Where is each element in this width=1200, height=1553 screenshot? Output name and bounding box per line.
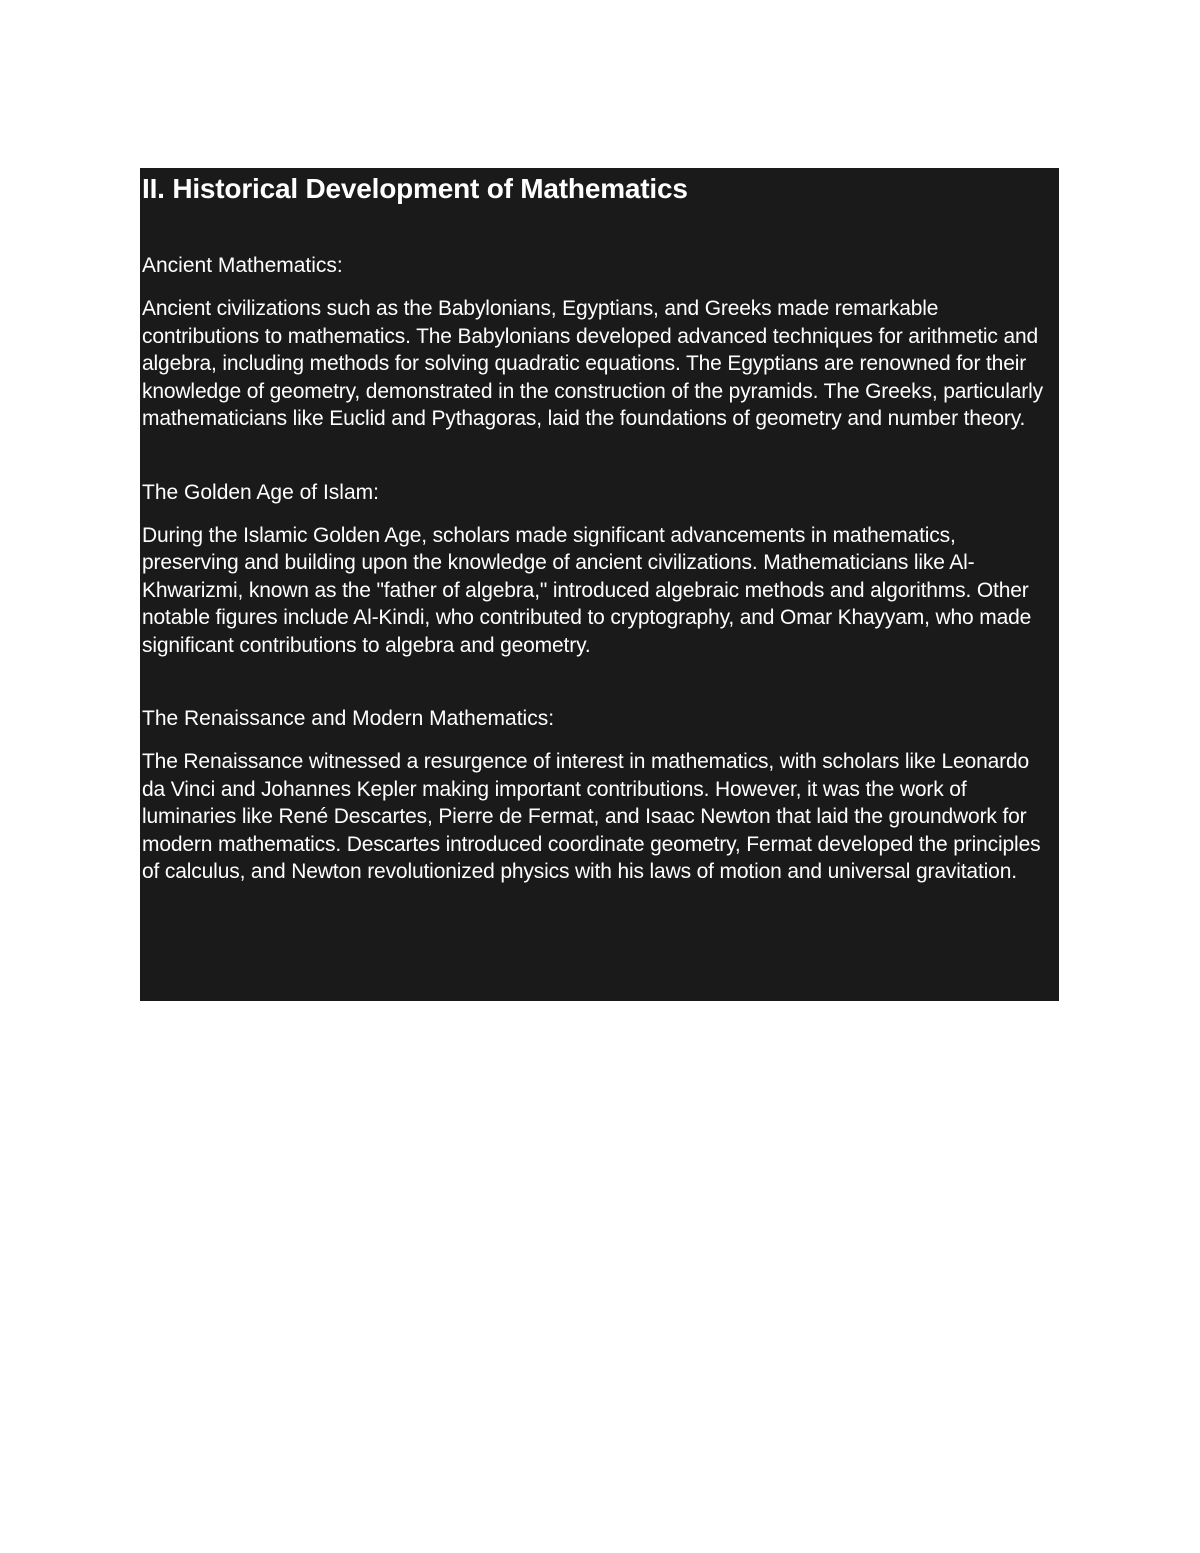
- section-golden-age-of-islam: [142, 479, 1051, 660]
- section-body: During the Islamic Golden Age, scholars made significant advancements in mathematics, preserving and building upon the knowledge of ancient civilizations. Mathematicians like Al-Khwarizmi, known as the "father of algebra," introduced algebraic methods and algorithms. Other notable figures include Al-Kindi, who contributed to cryptography, and Omar Khayyam, who made significant contributions to algebra and geometry.: [142, 523, 1032, 657]
- section-heading: The Renaissance and Modern Mathematics:: [142, 707, 555, 730]
- section-heading: The Golden Age of Islam:: [142, 480, 379, 504]
- section-body: The Renaissance witnessed a resurgence of interest in mathematics, with scholars like Leonardo da Vinci and Johannes Kepler making important contributions. However, it was the work of luminaries like René Descartes, Pierre de Fermat, and Isaac Newton that laid the groundwork for modern mathematics. Descartes introduced coordinate geometry, Fermat developed the principles of calculus, and Newton revolutionized physics with his laws of motion and universal gravitation.: [142, 750, 1041, 883]
- document-panel: [140, 168, 1059, 1001]
- section-ancient-mathematics: [142, 252, 1051, 433]
- section-heading: Ancient Mathematics:: [142, 254, 343, 277]
- document-title: II. Historical Development of Mathematics: [142, 173, 688, 204]
- section-body: Ancient civilizations such as the Babylonians, Egyptians, and Greeks made remarkable contributions to mathematics. The Babylonians developed advanced techniques for arithmetic and algebra, including methods for solving quadratic equations. The Egyptians are renowned for their knowledge of geometry, demonstrated in the construction of the pyramids. The Greeks, particularly mathematicians like Euclid and Pythagoras, laid the foundations of geometry and number theory.: [142, 297, 1043, 430]
- section-renaissance-modern-mathematics: [142, 705, 1051, 886]
